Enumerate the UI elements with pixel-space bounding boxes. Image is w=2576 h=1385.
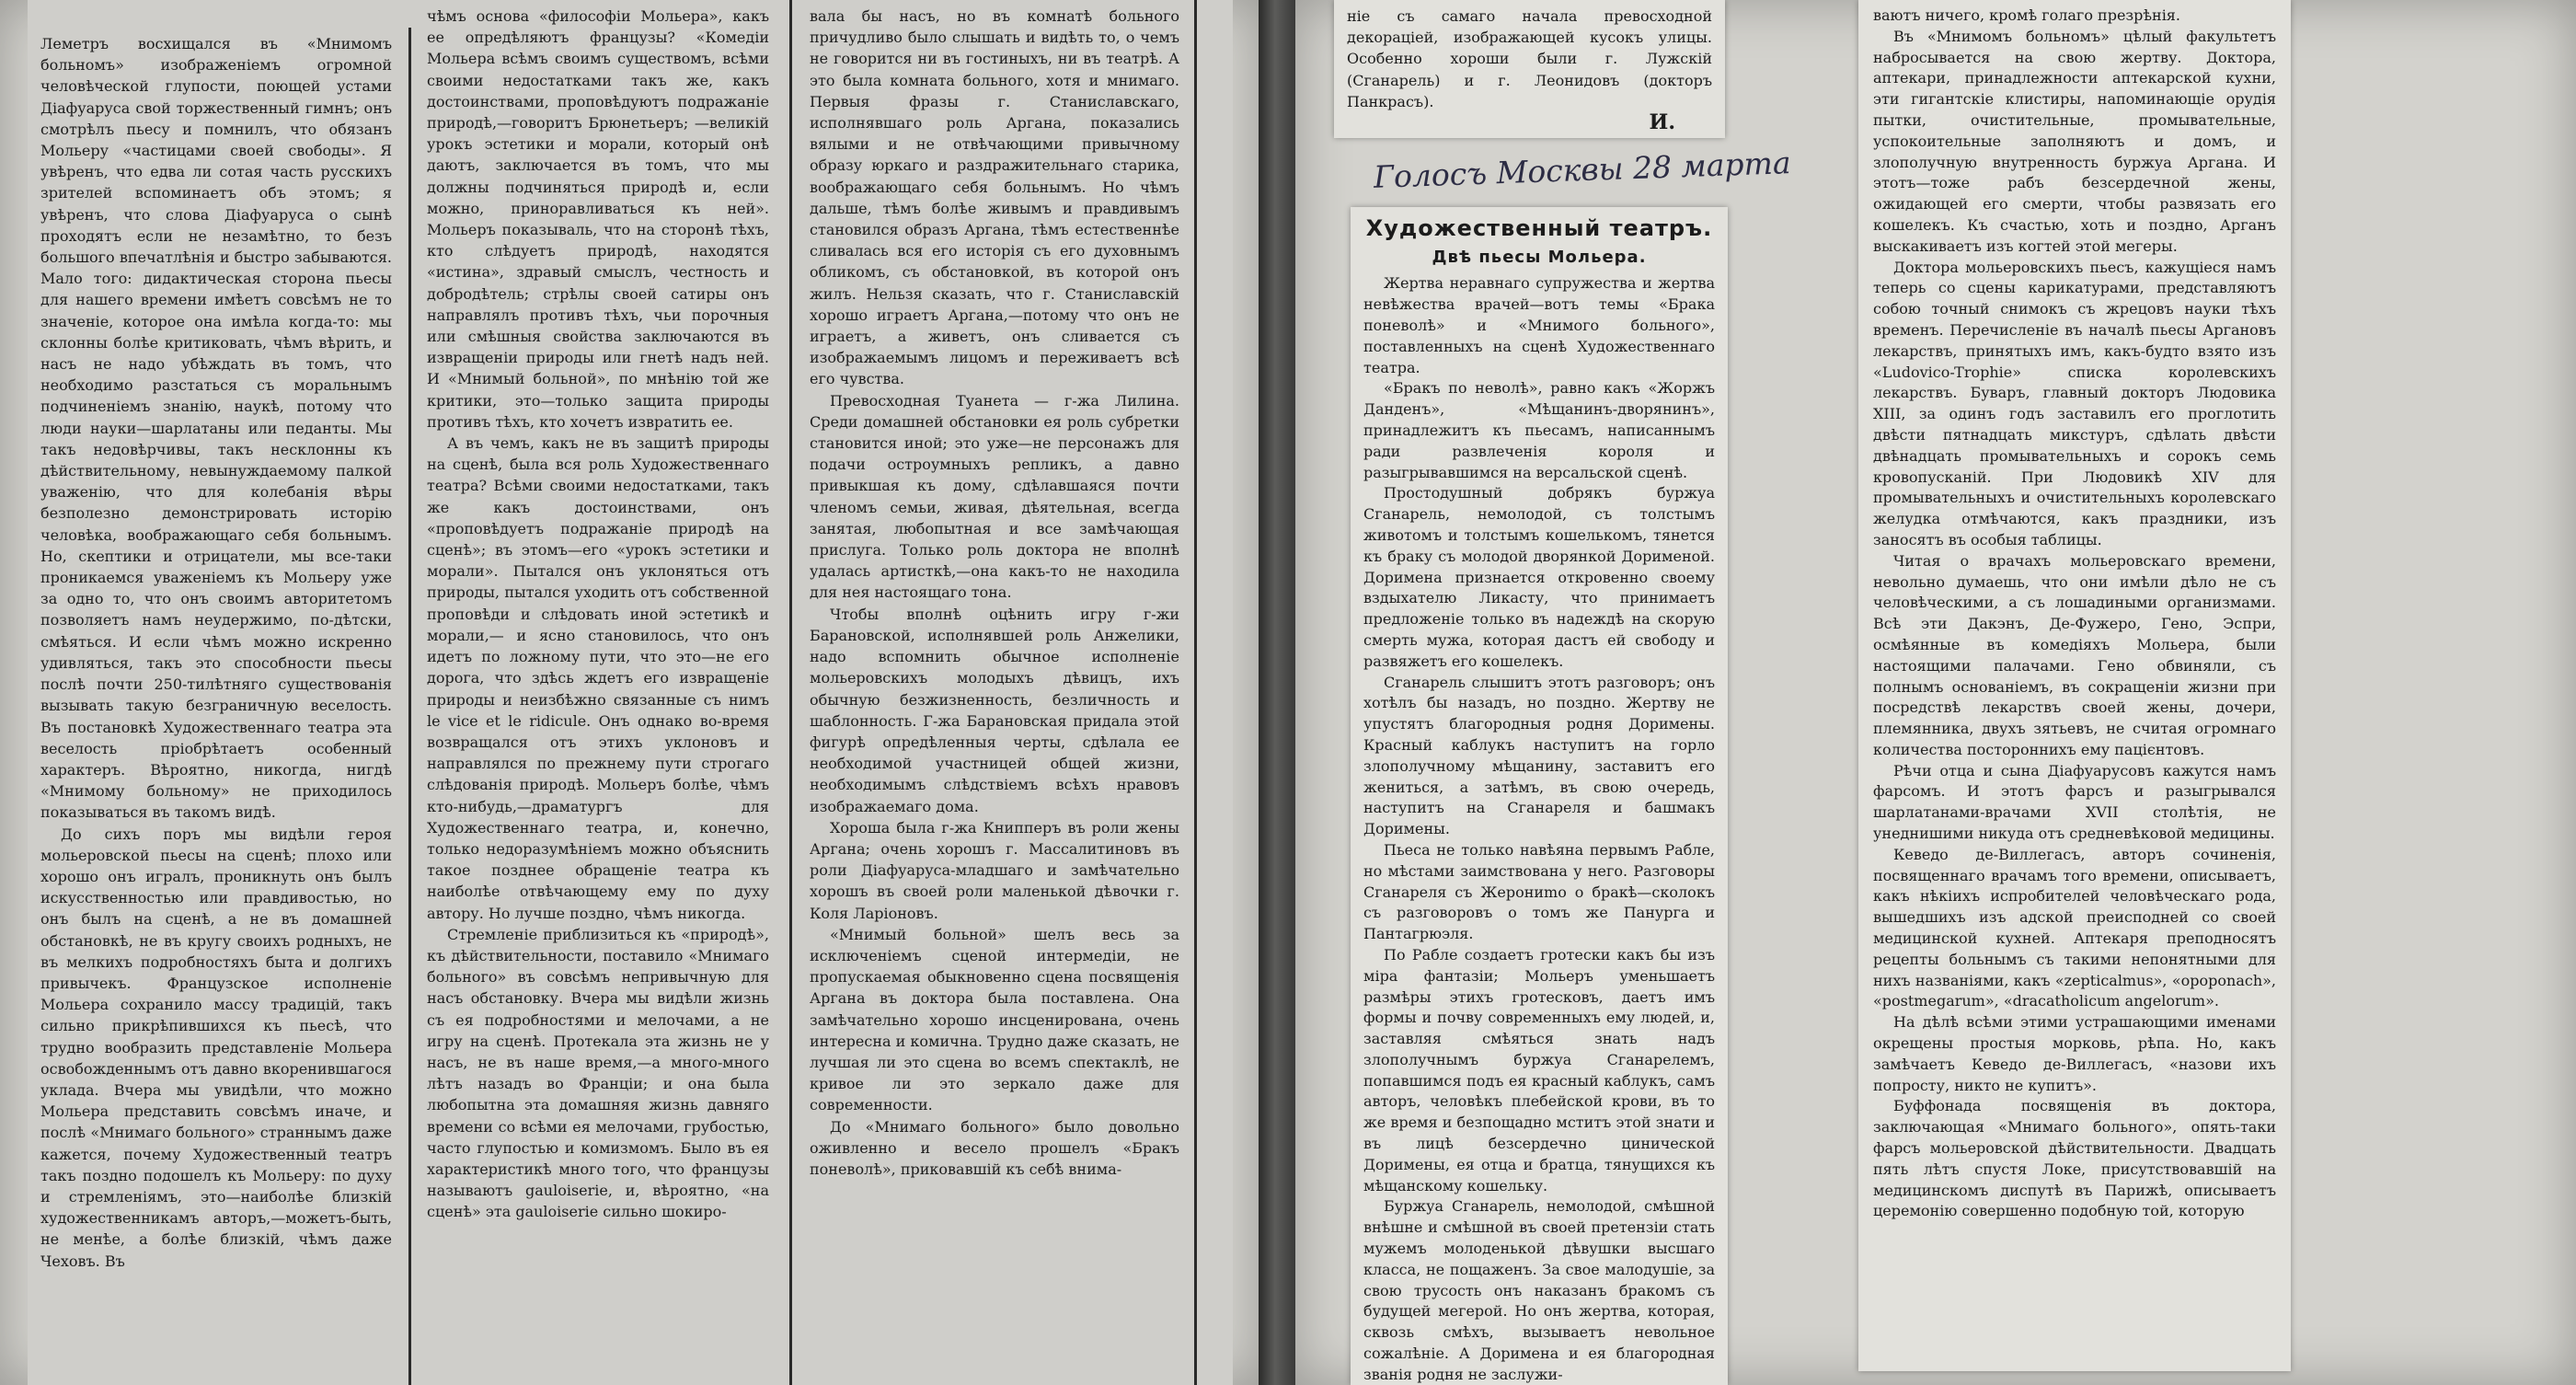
paragraph: До сихъ поръ мы видѣли героя мольеровской пьесы на сценѣ; плохо или хорошо онъ игралъ, проникнуть онъ былъ искусственностью или правдивостью, но онъ былъ на сценѣ, а не въ домашней обстановкѣ, не въ кругу своихъ родныхъ, не въ мелкихъ подробностяхъ быта и долгихъ привычекъ. Французское исполненіе Мольера сохранило массу традицій, такъ сильно прикрѣпившихся къ пьесѣ, что трудно вообразить представленіе Мольера освобожденнымъ отъ давно вкоренившагося уклада. Вчера мы увидѣли, что можно Мольера представить совсѣмъ иначе, и послѣ «Мнимаго больного» страннымъ даже кажется, почему Художественный театръ такъ поздно подошелъ къ Мольеру: по духу и стремленіямъ, это—наиболѣе близкій художественникамъ авторъ,—можетъ-быть, не менѣе, а болѣе близкій, чѣмъ даже Чеховъ. Въ xyxy=(40,825,392,1270)
paragraph: «Мнимый больной» шелъ весь за исключеніемъ сценой интермедіи, не пропускаемая обыкновенно сцена посвященія Аргана въ доктора была поставлена. Она замѣчательно хорошо инсценирована, очень интересна и комична. Трудно даже сказать, не лучшая ли это сцена во всемъ спектаклѣ, не кривое ли это зеркало даже для современности. xyxy=(810,925,1179,1114)
paragraph: Жертва неравнаго супружества и жертва невѣжества врачей—вотъ темы «Брака поневолѣ» и «Мнимого больного», поставленныхъ на сценѣ Художественнаго театра. xyxy=(1363,274,1715,376)
paragraph: Превосходная Туанета — г-жа Лилина. Среди домашней обстановки ея роль субретки становится иной; это уже—не персонажъ для подачи остроумныхъ репликъ, а давно привыкшая къ дому, сдѣлавшаяся почти членомъ семьи, живая, дѣятельная, всегда занятая, любопытная и все замѣчающая прислуга. Только роль доктора не вполнѣ удалась артисткѣ,—она какъ-то не находила для нея настоящаго тона. xyxy=(810,391,1179,602)
column-3 xyxy=(797,0,1192,1385)
article-clipping-left xyxy=(28,0,1233,1385)
column-2 xyxy=(414,0,782,1385)
signature: И. xyxy=(1649,110,1675,135)
paragraph: По Рабле создаетъ гротески какъ бы изъ міра фантазіи; Мольеръ уменьшаетъ размѣры этихъ гротесковъ, даетъ имъ формы и почву современныхъ ему людей, и, заставляя смѣяться знать надъ злополучнымъ буржуа Сганарелемъ, попавшимся подъ ея красный каблукъ, самъ авторъ, человѣкъ плебейской крови, въ то же время и безпощадно мститъ этой знати и въ лицѣ безсердечно цинической Доримены, ея отца и братца, тянущихся къ мѣщанскому кошельку. xyxy=(1363,945,1715,1195)
paragraph: Простодушный добрякъ буржуа Сганарель, немолодой, съ толстымъ животомъ и толстымъ кошелькомъ, тянется къ браку съ молодой дворянкой Дорименой. Доримена признается откровенно своему вздыхателю Ликасту, что принимаетъ предложеніе только въ надеждѣ на скорую смерть мужа, которая дастъ ей свободу и развяжетъ его кошелекъ. xyxy=(1363,484,1715,670)
paragraph: Стремленіе приблизиться къ «природѣ», къ дѣйствительности, поставило «Мнимаго больного» въ совсѣмъ непривычную для насъ обстановку. Вчера мы видѣли жизнь съ ея подробностями и мелочами, а не игру на сценѣ. Протекала эта жизнь не у насъ, не въ наше время,—а много-много лѣтъ назадъ во Франціи; и она была любопытна эта домашняя жизнь давняго времени со всѣми ея мелочами, грубостью, часто глупостью и комизмомъ. Было въ ея характеристикѣ много того, что французы называютъ gauloiserie, и, вѣроятно, «на сценѣ» эта gauloiserie сильно шокиро- xyxy=(427,925,769,1221)
article-clipping-right xyxy=(1351,207,1728,1385)
book-gutter xyxy=(1259,0,1295,1385)
paragraph: До «Мнимаго больного» было довольно оживленно и весело прошелъ «Бракъ поневолѣ», приковавшій къ себѣ внима- xyxy=(810,1117,1179,1178)
paragraph: Хороша была г-жа Книпперъ въ роли жены Аргана; очень хорошъ г. Массалитиновъ въ роли Діафуаруса-младшаго и замѣчательно хорошъ въ своей роли маленькой дѣвочки г. Коля Ларіоновъ. xyxy=(810,818,1179,922)
column-rule xyxy=(408,28,411,1385)
handwritten-note: Голосъ Москвы 28 марта xyxy=(1373,144,1792,195)
paragraph: Леметръ восхищался въ «Мнимомъ больномъ» изображеніемъ огромной человѣческой глупости, поющей устами Діафуаруса свой торжественный гимнъ; онъ смотрѣлъ пьесу и помнилъ, что обязанъ Мольеру «частицами своей свободы». Я увѣренъ, что едва ли сотая часть русскихъ зрителей вспоминаетъ объ этомъ; я увѣренъ, что слова Діафуаруса о сынѣ проходятъ если не незамѣтно, то безъ большого впечатлѣнія и быстро забываются. Мало того: дидактическая сторона пьесы для нашего времени имѣетъ совсѣмъ не то значеніе, которое она имѣла когда-то: мы склонны болѣе критиковать, чѣмъ вѣрить, и насъ не надо убѣждать въ томъ, что необходимо разстаться съ моральнымъ подчиненіемъ знанію, наукѣ, потому что люди науки—шарлатаны или педанты. Мы такъ недовѣрчивы, такъ несклонны къ дѣйствительному, невынуждаемому палкой уваженію, что для колебанія вѣры безполезно демонстрировать исторію человѣка, воображающаго себя больнымъ. Но, скептики и отрицатели, мы все-таки проникаемся уваженіемъ къ Мольеру уже за одно то, что онъ своимъ авторитетомъ позволяетъ намъ неудержимо, по-дѣтски, смѣяться. И если чѣмъ можно искренно удивляться, такъ это способности пьесы послѣ почти 250-тилѣтняго существованія вызывать такую безграничную веселость. Въ постановкѣ Художественнаго театра эта веселость пріобрѣтаетъ особенный характеръ. Вѣроятно, никогда, нигдѣ «Мнимому больному» не приходилось показываться въ такомъ видѣ. xyxy=(40,35,392,822)
paragraph: Рѣчи отца и сына Діафуарусовъ кажутся намъ фарсомъ. И этотъ фарсъ и разыгрывался шарлатанами-врачами XVII столѣтія, не унеднишими никуда отъ средневѣковой медицины. xyxy=(1873,761,2276,843)
left-page xyxy=(0,0,1259,1385)
article-headline: Художественный театръ. xyxy=(1365,215,1713,241)
article-clipping-right-2 xyxy=(1858,0,2291,1371)
right-page xyxy=(1295,0,2576,1385)
paragraph: вала бы насъ, но въ комнатѣ больного причудливо было слышать и видѣть то, о чемъ не говорится ни въ гостиныхъ, ни въ театрѣ. А это была комната больного, хотя и мнимаго. Первыя фразы г. Станиславскаго, исполнявшаго роль Аргана, показались вялыми и не отвѣчающими привычному образу юркаго и раздражительнаго старика, воображающаго себя больнымъ. Но чѣмъ дальше, тѣмъ болѣе живымъ и правдивымъ становился образъ Аргана, тѣмъ естественнѣе сливалась вся его исторія съ его духовнымъ обликомъ, съ обстановкой, въ которой онъ жилъ. Нельзя сказать, что г. Станиславскій хорошо играетъ Аргана,—потому что онъ не играетъ, а живетъ, онъ сливается съ изображаемымъ лицомъ и переживаетъ всѣ его чувства. xyxy=(810,7,1179,388)
column-1 xyxy=(28,28,405,1385)
paragraph: Чтобы вполнѣ оцѣнить игру г-жи Барановской, исполнявшей роль Анжелики, надо вспомнить обычное исполненіе мольеровскихъ молодыхъ дѣвицъ, ихъ обычную безжизненность, безличность и шаблонность. Г-жа Барановская придала этой фигурѣ опредѣленныя черты, сдѣлала ее необходимой участницей общей жизни, необходимымъ слѣдствіемъ всѣхъ нравовъ изображаемаго дома. xyxy=(810,605,1179,815)
article-subhead: Двѣ пьесы Мольера. xyxy=(1432,248,1647,268)
column-rule xyxy=(1194,0,1197,1385)
column-a xyxy=(1363,273,1715,1385)
column-rule xyxy=(789,0,792,1385)
paragraph: Пьеса не только навѣяна первымъ Рабле, но мѣстами заимствована у него. Разговоры Сганареля съ Жерониmo о бракѣ—сколокъ съ разговоровъ о томъ же Панурга и Пантагрюэля. xyxy=(1363,840,1715,943)
paragraph: А въ чемъ, какъ не въ защитѣ природы на сценѣ, была вся роль Художественнаго театра? Всѣми своими недостатками, такъ же какъ достоинствами, онъ «проповѣдуетъ подражаніе природѣ на сценѣ»; въ этомъ—его «урокъ эстетики и морали». Пытался онъ уклоняться отъ природы, пытался уходить отъ собственной проповѣди и слѣдовать иной эстетикѣ и морали,— и ясно становилось, что онъ идетъ по ложному пути, что это—не его дорога, что здѣсь ждетъ его извращеніе природы и неизбѣжно связанные съ нимъ le vice et le ridicule. Онъ однако во-время возвращался отъ этихъ уклоновъ и направлялся по прежнему пути строгаго слѣдованія природѣ. Мольеръ болѣе, чѣмъ кто-нибудь,—драматургъ для Художественнаго театра, и, конечно, только недоразумѣніемъ можно объяснить такое позднее обращеніе театра къ наиболѣе отвѣчающему ему по духу автору. Но лучше поздно, чѣмъ никогда. xyxy=(427,434,769,922)
paragraph: Сганарель слышитъ этотъ разговоръ; онъ хотѣлъ бы назадъ, но поздно. Жертву не упустятъ благородныя родня Доримены. Красный каблукъ наступитъ на горло злополучному мѣщанину, заставитъ его жениться, а затѣмъ, въ свою очередь, наступитъ на Сганареля и башмакъ Доримены. xyxy=(1363,673,1715,838)
continuation-clipping xyxy=(1334,0,1725,138)
paragraph: Буржуа Сганарель, немолодой, смѣшной внѣшне и смѣшной въ своей претензіи стать мужемъ молоденькой дѣвушки высшаго класса, не пощаженъ. За свое малодушіе, за свою трусость онъ наказанъ бракомъ съ будущей мегерой. Но онъ жертва, которая, сквозь смѣхъ, вызываетъ невольное сожалѣніе. А Доримена и ея благородная званія родня не заслужи- xyxy=(1363,1197,1715,1383)
paragraph: Доктора мольеровскихъ пьесъ, кажущіеся намъ теперь со сцены карикатурами, представляютъ собою точный снимокъ съ жрецовъ науки тѣхъ временъ. Перечисленіе въ началѣ пьесы Аргановъ лекарствъ, принятыхъ имъ, какъ-будто взято изъ «Ludovico-Trophie» списка королевскихъ лекарствъ. Буваръ, главный докторъ Людовика XIII, за одинъ годъ заставилъ его проглотить двѣсти пятнадцать микстуръ, сдѣлать двѣсти двѣнадцать промывательныхъ и сорокъ семь кровопусканій. При Людовикѣ XIV для промывательныхъ и очистительныхъ королевскаго желудка отмѣчаются, какъ праздники, изъ заносятъ въ особыя таблицы. xyxy=(1873,258,2276,548)
paragraph: чѣмъ основа «философіи Мольера», какъ ее опредѣляютъ французы? «Комедіи Мольера всѣмъ своимъ существомъ, всѣми своими недостатками такъ же, какъ достоинствами, проповѣдуютъ подражаніе природѣ,—говоритъ Брюнетьеръ; —великій урокъ эстетики и морали, который онѣ даютъ, заключается въ томъ, что мы должны подчиняться природѣ и, если можно, приноравливаться къ ней». Мольеръ показываль, что на сторонѣ тѣхъ, кто слѣдуетъ природѣ, находятся «истина», здравый смыслъ, честность и добродѣтель; стрѣлы своей сатиры онъ направлялъ противъ тѣхъ, чьи порочныя или смѣшныя свойства заключаются въ извращеніи природы или гнетѣ надъ ней. И «Мнимый больной», по мнѣнію той же критики, это—только защита природы противъ тѣхъ, кто хочетъ извратить ее. xyxy=(427,7,769,431)
paragraph: Буффонада посвященія въ доктора, заключающая «Мнимаго больного», опять-таки фарсъ мольеровской дѣйствительности. Двадцать пять лѣтъ спустя Локе, присутствовавшій на медицинскомъ диспутѣ въ Парижѣ, описываетъ церемонію совершенно подобную той, которую xyxy=(1873,1097,2276,1220)
paragraph: Кеведо де-Виллегасъ, авторъ сочиненія, посвященнаго врачамъ того времени, описываетъ, какъ нѣкіихъ испробителей человѣческаго рода, вышедшихъ изъ адской преисподней со своей медицинской кухней. Аптекаря преподносятъ рецепты больнымъ съ такими непонятными для нихъ названіями, какъ «zepticalmus», «opoponach», «postmegarum», «dracatholicum angelorum». xyxy=(1873,845,2276,1010)
paragraph: Читая о врачахъ мольеровскаго времени, невольно думаешь, что они имѣли дѣло не съ человѣческими, а съ лошадиными организмами. Всѣ эти Дакэнъ, Де-Фужеро, Гено, Эспри, осмѣянные въ комедіяхъ Мольера, были настоящими палачами. Гено обвиняли, съ полнымъ основаніемъ, въ сокращеніи жизни при посредствѣ лекарствъ своей жены, дочери, племянника, двухъ зятьевъ, не считая огромнаго количества постороннихъ ему пацієнтовъ. xyxy=(1873,551,2276,758)
column-b xyxy=(1873,6,2276,1222)
continuation-text: ніе съ самаго начала превосходной декораціей, изображающей кусокъ улицы. Особенно хороши были г. Лужскій (Сганарель) и г. Леонидовъ (докторъ Панкрасъ). xyxy=(1347,7,1712,110)
paragraph: «Бракъ по неволѣ», равно какъ «Жоржъ Данденъ», «Мѣщанинъ-дворянинъ», принадлежитъ къ пьесамъ, написаннымъ ради развлеченія короля и разыгрывавшимся на версальской сценѣ. xyxy=(1363,379,1715,481)
paragraph: На дѣлѣ всѣми этими устрашающими именами окрещены простыя морковь, рѣпа. Но, какъ замѣчаетъ Кеведо де-Виллегасъ, «назови ихъ попросту, никто не купитъ». xyxy=(1873,1013,2276,1094)
paragraph: ваютъ ничего, кромѣ голаго презрѣнія. xyxy=(1873,6,2180,24)
paragraph: Въ «Мнимомъ больномъ» цѣлый факультетъ набросывается на свою жертву. Доктора, аптекари, принадлежности аптекарской кухни, эти гигантскіе клистиры, напоминающіе орудія пытки, очистительные, промывательные, успокоительные заполняютъ и домъ, и злополучную внутренность буржуа Аргана. И этотъ—тоже рабъ безсердечной жены, ожидающей его смерти, чтобы развязать его кошелекъ. Къ счастью, хоть и поздно, Арганъ выскакиваетъ изъ когтей этой мегеры. xyxy=(1873,27,2276,255)
